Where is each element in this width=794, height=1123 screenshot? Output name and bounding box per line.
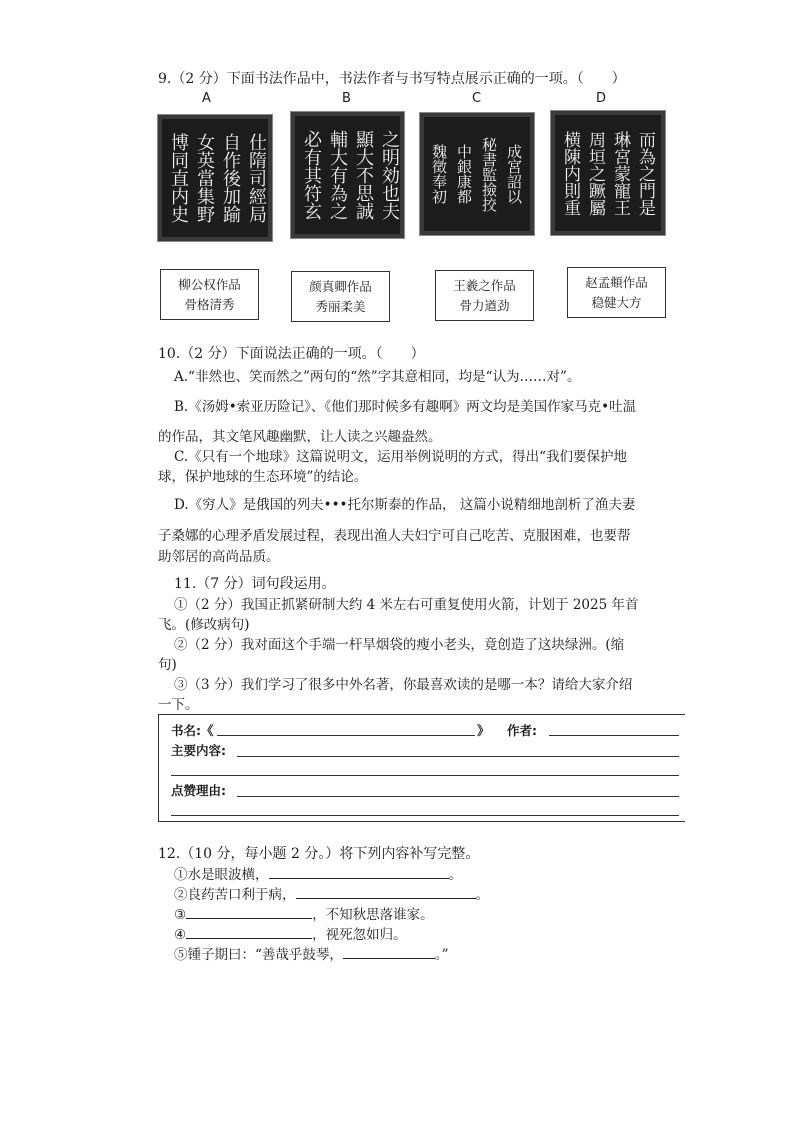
- q12-line2: [174, 883, 489, 903]
- q11-item2-line1: ②（2 分）我对面这个手端一杆旱烟袋的瘦小老头，竟创造了这块绿洲。(缩: [174, 637, 625, 653]
- calligraphy-image-c: [419, 112, 535, 236]
- poem-suffix: 。”: [434, 947, 449, 963]
- option-author: 柳公权作品: [178, 276, 241, 292]
- calligraphy-column: 琳宮蒙寵王: [610, 130, 630, 216]
- q9-stem: 9.（2 分）下面书法作品中，书法作者与书写特点展示正确的一项。（ ）: [158, 71, 626, 87]
- calligraphy-column: 中銀康都: [455, 144, 473, 204]
- q12-line3: [174, 903, 434, 923]
- calligraphy-image-d: [550, 110, 666, 236]
- calligraphy-column: 之明効也夫: [379, 130, 400, 220]
- q10-option-d-line1: D.《穷人》是俄国的列夫•••托尔斯泰的作品， 这篇小说精细地剖析了渔夫妻: [174, 497, 636, 513]
- option-letter-b: B: [342, 91, 351, 106]
- book-recommendation-form: [158, 714, 685, 822]
- option-feature: 骨力遒劲: [459, 297, 510, 313]
- option-author: 王羲之作品: [453, 277, 516, 293]
- q11-item3-line1: ③（3 分）我们学习了很多中外名著，你最喜欢读的是哪一本？请给大家介绍: [174, 677, 633, 693]
- q11-item3-line2: 一下。: [158, 697, 199, 713]
- q11-item1-line1: ①（2 分）我国正抓紧研制大约 4 米左右可重复使用火箭，计划于 2025 年首: [174, 597, 639, 613]
- q11-stem: 11.（7 分）词句段运用。: [174, 576, 336, 592]
- option-label-box-b: [291, 271, 390, 322]
- calligraphy-column: 自作後加踰: [220, 133, 241, 223]
- book-title-blank[interactable]: [217, 735, 475, 736]
- book-title-close: 》: [477, 723, 490, 738]
- poem-suffix: 。: [475, 887, 489, 903]
- author-label: 作者:: [507, 723, 537, 738]
- main-content-blank[interactable]: [171, 775, 679, 776]
- option-feature: 秀丽柔美: [315, 298, 366, 314]
- calligraphy-column: 顯大不思誠: [353, 130, 374, 220]
- q10-option-b-line1: B.《汤姆•索亚历险记》、《他们那时候多有趣啊》两文均是美国作家马克•吐温: [174, 399, 637, 415]
- calligraphy-column: 横陳内則重: [560, 130, 580, 216]
- poem-prefix: ②良药苦口利于病，: [174, 887, 296, 903]
- q10-option-d-line2: 子桑娜的心理矛盾发展过程，表现出渔人夫妇宁可自己吃苦、克服困难，也要帮: [158, 528, 631, 544]
- q10-option-c-line1: C.《只有一个地球》这篇说明文，运用举例说明的方式，得出“我们要保护地: [174, 449, 628, 465]
- poem-prefix: ⑤锺子期曰：“善哉乎鼓琴，: [174, 947, 343, 963]
- fill-blank[interactable]: [343, 944, 435, 959]
- option-letter-a: A: [202, 91, 211, 106]
- author-blank[interactable]: [549, 735, 679, 736]
- calligraphy-column: 秘書監撿挍: [480, 136, 498, 212]
- option-letter-d: D: [596, 91, 607, 106]
- book-title-label: 书名:《: [171, 723, 214, 738]
- option-feature: 稳健大方: [591, 294, 642, 310]
- calligraphy-image-a: [157, 114, 273, 242]
- fill-blank[interactable]: [269, 864, 449, 879]
- poem-suffix: 。: [448, 867, 462, 883]
- calligraphy-column: 成宮詔以: [505, 144, 523, 204]
- main-content-label: 主要内容:: [171, 743, 226, 758]
- calligraphy-column: 魏徵奉初: [430, 144, 448, 204]
- q10-option-d-line3: 助邻居的高尚品质。: [158, 549, 280, 565]
- calligraphy-column: 周垣之蹶屬: [585, 130, 605, 216]
- option-author: 赵孟頫作品: [585, 274, 648, 290]
- q11-item1-line2: 飞。(修改病句): [158, 617, 250, 633]
- reason-label: 点赞理由:: [171, 783, 226, 798]
- fill-blank[interactable]: [186, 904, 312, 919]
- reason-blank[interactable]: [237, 796, 679, 797]
- calligraphy-column: 博同直内史: [168, 133, 189, 223]
- calligraphy-column: 仕隋司經局: [246, 133, 267, 223]
- option-label-box-c: [435, 270, 534, 321]
- q10-option-a: A.“非然也、笑而然之”两句的“然”字其意相同，均是“认为……对”。: [174, 369, 581, 385]
- option-author: 颜真卿作品: [309, 278, 372, 294]
- q11-item2-line2: 句): [158, 657, 177, 673]
- option-label-box-a: [160, 269, 259, 320]
- fill-blank[interactable]: [296, 884, 476, 899]
- q10-option-b-line2: 的作品，其文笔风趣幽默，让人读之兴趣盎然。: [158, 429, 442, 445]
- q12-stem: 12.（10 分，每小题 2 分。）将下列内容补写完整。: [158, 846, 480, 862]
- option-label-box-d: [567, 267, 666, 318]
- fill-blank[interactable]: [186, 924, 312, 939]
- calligraphy-column: 女英當集野: [194, 133, 215, 223]
- q12-line1: [174, 863, 462, 883]
- poem-prefix: ④: [174, 927, 187, 943]
- poem-prefix: ①水是眼波横，: [174, 867, 269, 883]
- q10-stem: 10.（2 分）下面说法正确的一项。（ ）: [158, 346, 425, 362]
- calligraphy-column: 必有其符玄: [301, 130, 322, 220]
- calligraphy-column: 而為之門是: [635, 130, 655, 216]
- calligraphy-column: 輔大有為之: [327, 130, 348, 220]
- poem-suffix: ，不知秋思落谁家。: [312, 907, 434, 923]
- q10-option-c-line2: 球，保护地球的生态环境”的结论。: [158, 469, 368, 485]
- option-feature: 骨格清秀: [184, 296, 235, 312]
- option-letter-c: C: [472, 91, 482, 106]
- poem-prefix: ③: [174, 907, 187, 923]
- q12-line4: [174, 923, 407, 943]
- q12-line5: [174, 943, 449, 963]
- reason-blank[interactable]: [171, 815, 679, 816]
- poem-suffix: ，视死忽如归。: [312, 927, 407, 943]
- main-content-blank[interactable]: [237, 756, 679, 757]
- calligraphy-image-b: [290, 111, 405, 239]
